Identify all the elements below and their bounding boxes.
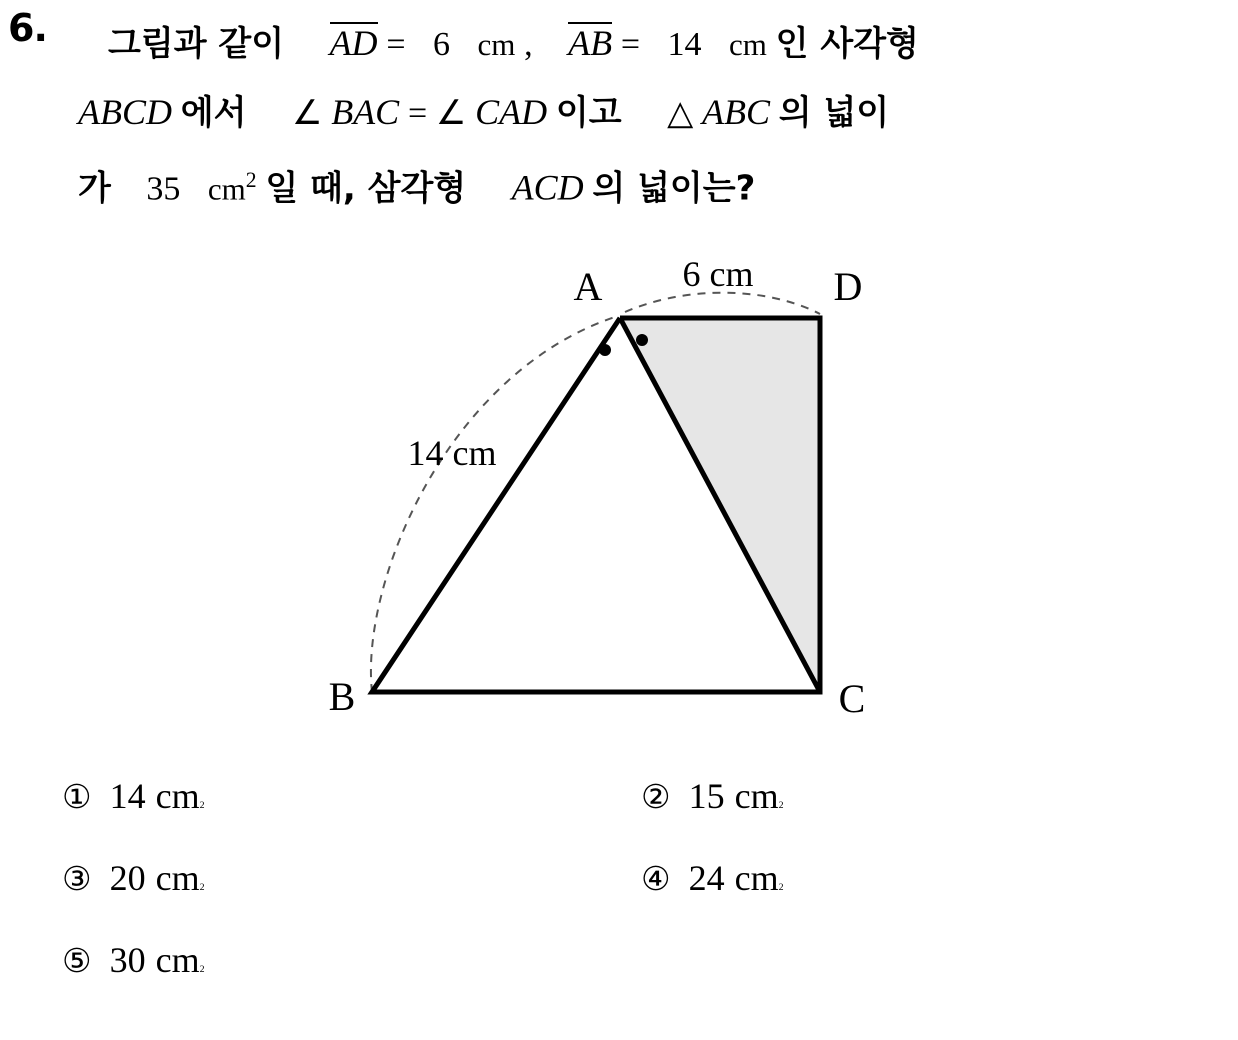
quad-abcd: ABCD: [78, 92, 172, 132]
choice-3-marker: ③: [62, 859, 92, 898]
equals-2: =: [620, 26, 641, 63]
angle-symbol-2: ∠: [435, 95, 467, 132]
choice-5-exponent: 2: [199, 964, 205, 975]
ab-value: 14: [667, 26, 702, 63]
choice-1-exponent: 2: [199, 800, 205, 811]
choice-3-value: 20: [109, 858, 146, 898]
area-unit: cm: [207, 171, 246, 207]
geometry-figure: [300, 250, 920, 750]
ab-unit: cm: [729, 27, 767, 62]
area-exponent: 2: [245, 168, 257, 192]
stem-text-1: 그림과 같이: [108, 24, 285, 64]
choice-4-exponent: 2: [778, 882, 784, 893]
stem-text-7: 일 때, 삼각형: [265, 168, 467, 209]
stem-text-8: 의 넓이는?: [592, 168, 756, 209]
choice-4-marker: ④: [641, 859, 671, 898]
equals-1: =: [386, 26, 406, 63]
arc-ad-dashed: [625, 293, 820, 314]
ad-value: 6: [433, 26, 450, 63]
choice-1-marker: ①: [62, 777, 92, 816]
choice-1-unit: cm: [155, 776, 200, 816]
stem-text-5: 의 넓이: [778, 93, 890, 133]
choice-5-value: 30: [109, 940, 146, 980]
choice-2-value: 15: [688, 776, 725, 816]
choice-3-exponent: 2: [199, 882, 205, 893]
question-number: 6.: [8, 6, 47, 50]
stem-text-6: 가: [78, 168, 111, 209]
angle-dot-cad: [636, 334, 648, 346]
angle-cad: CAD: [475, 92, 548, 132]
stem-text-4: 이고: [555, 93, 622, 133]
triangle-abc: ABC: [701, 92, 770, 132]
choice-1-value: 14: [109, 776, 146, 816]
choice-2-exponent: 2: [778, 800, 784, 811]
question-stem: [78, 10, 1218, 214]
triangle-symbol: △: [667, 95, 694, 132]
stem-text-2: 인 사각형: [775, 24, 919, 64]
label-ab-length: 14 cm: [407, 433, 497, 473]
triangle-acd: ACD: [511, 167, 584, 208]
choice-4-unit: cm: [734, 858, 779, 898]
segment-ab: AB: [568, 23, 613, 63]
angle-dot-bac: [599, 344, 611, 356]
segment-ad: AD: [329, 23, 378, 63]
choice-row-2: [50, 857, 1180, 939]
choice-4[interactable]: [601, 857, 1180, 899]
choice-row-1: [50, 775, 1180, 857]
vertex-label-a: A: [573, 264, 603, 309]
choice-2-marker: ②: [641, 777, 671, 816]
choice-3[interactable]: [50, 857, 601, 899]
equals-3: =: [407, 95, 428, 132]
stem-line-2: [78, 78, 1218, 146]
stem-text-3: 에서: [180, 93, 247, 133]
ad-unit: cm: [477, 27, 516, 62]
choice-5-marker: ⑤: [62, 941, 92, 980]
angle-bac: BAC: [331, 92, 400, 132]
choice-2[interactable]: [601, 775, 1180, 817]
vertex-label-c: C: [838, 676, 866, 721]
vertex-label-d: D: [833, 264, 863, 309]
choice-row-3: [50, 939, 1180, 1021]
vertex-label-b: B: [328, 674, 356, 719]
choice-1[interactable]: [50, 775, 601, 817]
choice-2-unit: cm: [734, 776, 779, 816]
choice-5[interactable]: [50, 939, 601, 981]
comma-1: ,: [524, 26, 533, 63]
stem-line-3: [78, 146, 1218, 214]
stem-line-1: [108, 10, 1218, 78]
area-value: 35: [146, 170, 181, 208]
choice-5-unit: cm: [155, 940, 200, 980]
answer-choices: [50, 775, 1180, 1021]
angle-symbol-1: ∠: [291, 95, 323, 132]
choice-4-value: 24: [688, 858, 725, 898]
choice-3-unit: cm: [155, 858, 200, 898]
label-ad-length: 6 cm: [682, 254, 754, 294]
